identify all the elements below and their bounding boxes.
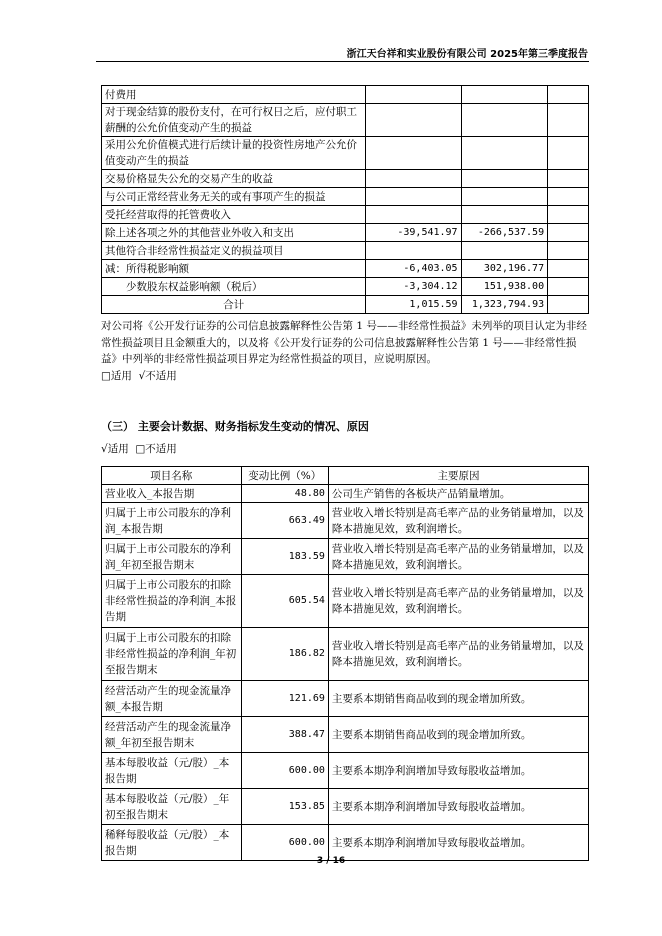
value-ytd: 302,196.77 bbox=[461, 260, 548, 278]
main-reason: 营业收入增长特别是高毛率产品的业务销量增加，以及降本措施见效，致利润增长。 bbox=[328, 539, 588, 575]
note-cell bbox=[548, 170, 589, 188]
table-row bbox=[102, 717, 589, 753]
note-cell bbox=[548, 86, 589, 104]
value-ytd bbox=[461, 137, 548, 170]
value-current: 1,015.59 bbox=[366, 296, 461, 314]
table-header-row bbox=[102, 467, 589, 485]
main-reason: 公司生产销售的各板块产品销量增加。 bbox=[328, 485, 588, 503]
value-ytd: -266,537.59 bbox=[461, 224, 548, 242]
value-ytd bbox=[461, 86, 548, 104]
change-ratio: 605.54 bbox=[241, 575, 328, 628]
value-current bbox=[366, 86, 461, 104]
note-paragraph: 对公司将《公开发行证券的公司信息披露解释性公告第 1 号——非经常性损益》未列举的项目认定为非经常性损益项目且金额重大的，以及将《公开发行证券的公司信息披露解释性公告第 1 号——非经常性损益》中列举的非经常性损益项目界定为经常性损益的项目，应说明原因。 bbox=[101, 320, 587, 365]
row-label: 交易价格显失公允的交易产生的收益 bbox=[102, 170, 366, 188]
table-row bbox=[102, 188, 589, 206]
row-label: 少数股东权益影响额（税后） bbox=[102, 278, 366, 296]
item-name: 营业收入_本报告期 bbox=[102, 485, 242, 503]
row-label: 付费用 bbox=[102, 86, 366, 104]
main-reason: 主要系本期销售商品收到的现金增加所致。 bbox=[328, 717, 588, 753]
table-row bbox=[102, 539, 589, 575]
change-ratio: 121.69 bbox=[241, 681, 328, 717]
main-reason: 主要系本期净利润增加导致每股收益增加。 bbox=[328, 825, 588, 861]
note-cell bbox=[548, 278, 589, 296]
row-label: 对于现金结算的股份支付，在可行权日之后，应付职工薪酬的公允价值变动产生的损益 bbox=[102, 104, 366, 137]
note-cell bbox=[548, 104, 589, 137]
row-label: 合计 bbox=[102, 296, 366, 314]
item-name: 归属于上市公司股东的扣除非经常性损益的净利润_本报告期 bbox=[102, 575, 242, 628]
table-row bbox=[102, 628, 589, 681]
option-not-applicable: □不适用 bbox=[135, 443, 177, 455]
table-row bbox=[102, 503, 589, 539]
table-row bbox=[102, 789, 589, 825]
col-header-ratio: 变动比例（%） bbox=[241, 467, 328, 485]
section-title: （三） 主要会计数据、财务指标发生变动的情况、原因 bbox=[101, 420, 369, 433]
option-applicable: □适用 bbox=[101, 370, 132, 382]
table-row bbox=[102, 104, 589, 137]
note-cell bbox=[548, 296, 589, 314]
non-recurring-items-table bbox=[101, 85, 589, 314]
note-cell bbox=[548, 224, 589, 242]
main-reason: 主要系本期净利润增加导致每股收益增加。 bbox=[328, 789, 588, 825]
note-cell bbox=[548, 137, 589, 170]
row-label: 其他符合非经常性损益定义的损益项目 bbox=[102, 242, 366, 260]
option-not-applicable: √不适用 bbox=[138, 370, 177, 382]
value-current bbox=[366, 188, 461, 206]
note-options bbox=[101, 368, 177, 383]
col-header-reason: 主要原因 bbox=[328, 467, 588, 485]
item-name: 基本每股收益（元/股）_本报告期 bbox=[102, 753, 242, 789]
item-name: 基本每股收益（元/股）_年初至报告期末 bbox=[102, 789, 242, 825]
page-header-title: 浙江天台祥和实业股份有限公司 2025年第三季度报告 bbox=[346, 49, 588, 60]
table-row bbox=[102, 575, 589, 628]
value-current: -6,403.05 bbox=[366, 260, 461, 278]
note-cell bbox=[548, 188, 589, 206]
value-current: -3,304.12 bbox=[366, 278, 461, 296]
table-row bbox=[102, 224, 589, 242]
table-row-total bbox=[102, 296, 589, 314]
value-current bbox=[366, 206, 461, 224]
change-ratio: 183.59 bbox=[241, 539, 328, 575]
table-row bbox=[102, 278, 589, 296]
value-ytd bbox=[461, 242, 548, 260]
option-applicable: √适用 bbox=[101, 443, 129, 455]
table-row bbox=[102, 260, 589, 278]
note-cell bbox=[548, 206, 589, 224]
change-ratio: 153.85 bbox=[241, 789, 328, 825]
value-ytd bbox=[461, 104, 548, 137]
change-ratio: 600.00 bbox=[241, 753, 328, 789]
change-ratio: 388.47 bbox=[241, 717, 328, 753]
row-label: 减：所得税影响额 bbox=[102, 260, 366, 278]
change-ratio: 186.82 bbox=[241, 628, 328, 681]
table-row bbox=[102, 242, 589, 260]
table-row bbox=[102, 753, 589, 789]
table-row bbox=[102, 86, 589, 104]
col-header-item: 项目名称 bbox=[102, 467, 242, 485]
row-label: 受托经营取得的托管费收入 bbox=[102, 206, 366, 224]
row-label: 与公司正常经营业务无关的或有事项产生的损益 bbox=[102, 188, 366, 206]
value-current bbox=[366, 170, 461, 188]
row-label: 除上述各项之外的其他营业外收入和支出 bbox=[102, 224, 366, 242]
item-name: 稀释每股收益（元/股）_本报告期 bbox=[102, 825, 242, 861]
main-reason: 营业收入增长特别是高毛率产品的业务销量增加，以及降本措施见效，致利润增长。 bbox=[328, 503, 588, 539]
value-ytd bbox=[461, 188, 548, 206]
item-name: 经营活动产生的现金流量净额_本报告期 bbox=[102, 681, 242, 717]
item-name: 归属于上市公司股东的净利润_年初至报告期末 bbox=[102, 539, 242, 575]
indicator-change-table bbox=[101, 466, 589, 861]
value-ytd: 151,938.00 bbox=[461, 278, 548, 296]
value-current bbox=[366, 242, 461, 260]
table-row bbox=[102, 485, 589, 503]
page-number: 3 / 16 bbox=[316, 856, 346, 866]
change-ratio: 600.00 bbox=[241, 825, 328, 861]
note-cell bbox=[548, 242, 589, 260]
item-name: 归属于上市公司股东的净利润_本报告期 bbox=[102, 503, 242, 539]
main-reason: 营业收入增长特别是高毛率产品的业务销量增加，以及降本措施见效，致利润增长。 bbox=[328, 628, 588, 681]
change-ratio: 663.49 bbox=[241, 503, 328, 539]
value-current bbox=[366, 104, 461, 137]
value-ytd: 1,323,794.93 bbox=[461, 296, 548, 314]
value-ytd bbox=[461, 170, 548, 188]
value-current bbox=[366, 137, 461, 170]
table-row bbox=[102, 170, 589, 188]
change-ratio: 48.80 bbox=[241, 485, 328, 503]
table-row bbox=[102, 206, 589, 224]
section-options bbox=[101, 441, 177, 456]
value-current: -39,541.97 bbox=[366, 224, 461, 242]
item-name: 归属于上市公司股东的扣除非经常性损益的净利润_年初至报告期末 bbox=[102, 628, 242, 681]
note-cell bbox=[548, 260, 589, 278]
value-ytd bbox=[461, 206, 548, 224]
header-divider bbox=[96, 61, 589, 62]
table-row bbox=[102, 681, 589, 717]
main-reason: 营业收入增长特别是高毛率产品的业务销量增加，以及降本措施见效，致利润增长。 bbox=[328, 575, 588, 628]
main-reason: 主要系本期销售商品收到的现金增加所致。 bbox=[328, 681, 588, 717]
table-row bbox=[102, 137, 589, 170]
row-label: 采用公允价值模式进行后续计量的投资性房地产公允价值变动产生的损益 bbox=[102, 137, 366, 170]
main-reason: 主要系本期净利润增加导致每股收益增加。 bbox=[328, 753, 588, 789]
item-name: 经营活动产生的现金流量净额_年初至报告期末 bbox=[102, 717, 242, 753]
